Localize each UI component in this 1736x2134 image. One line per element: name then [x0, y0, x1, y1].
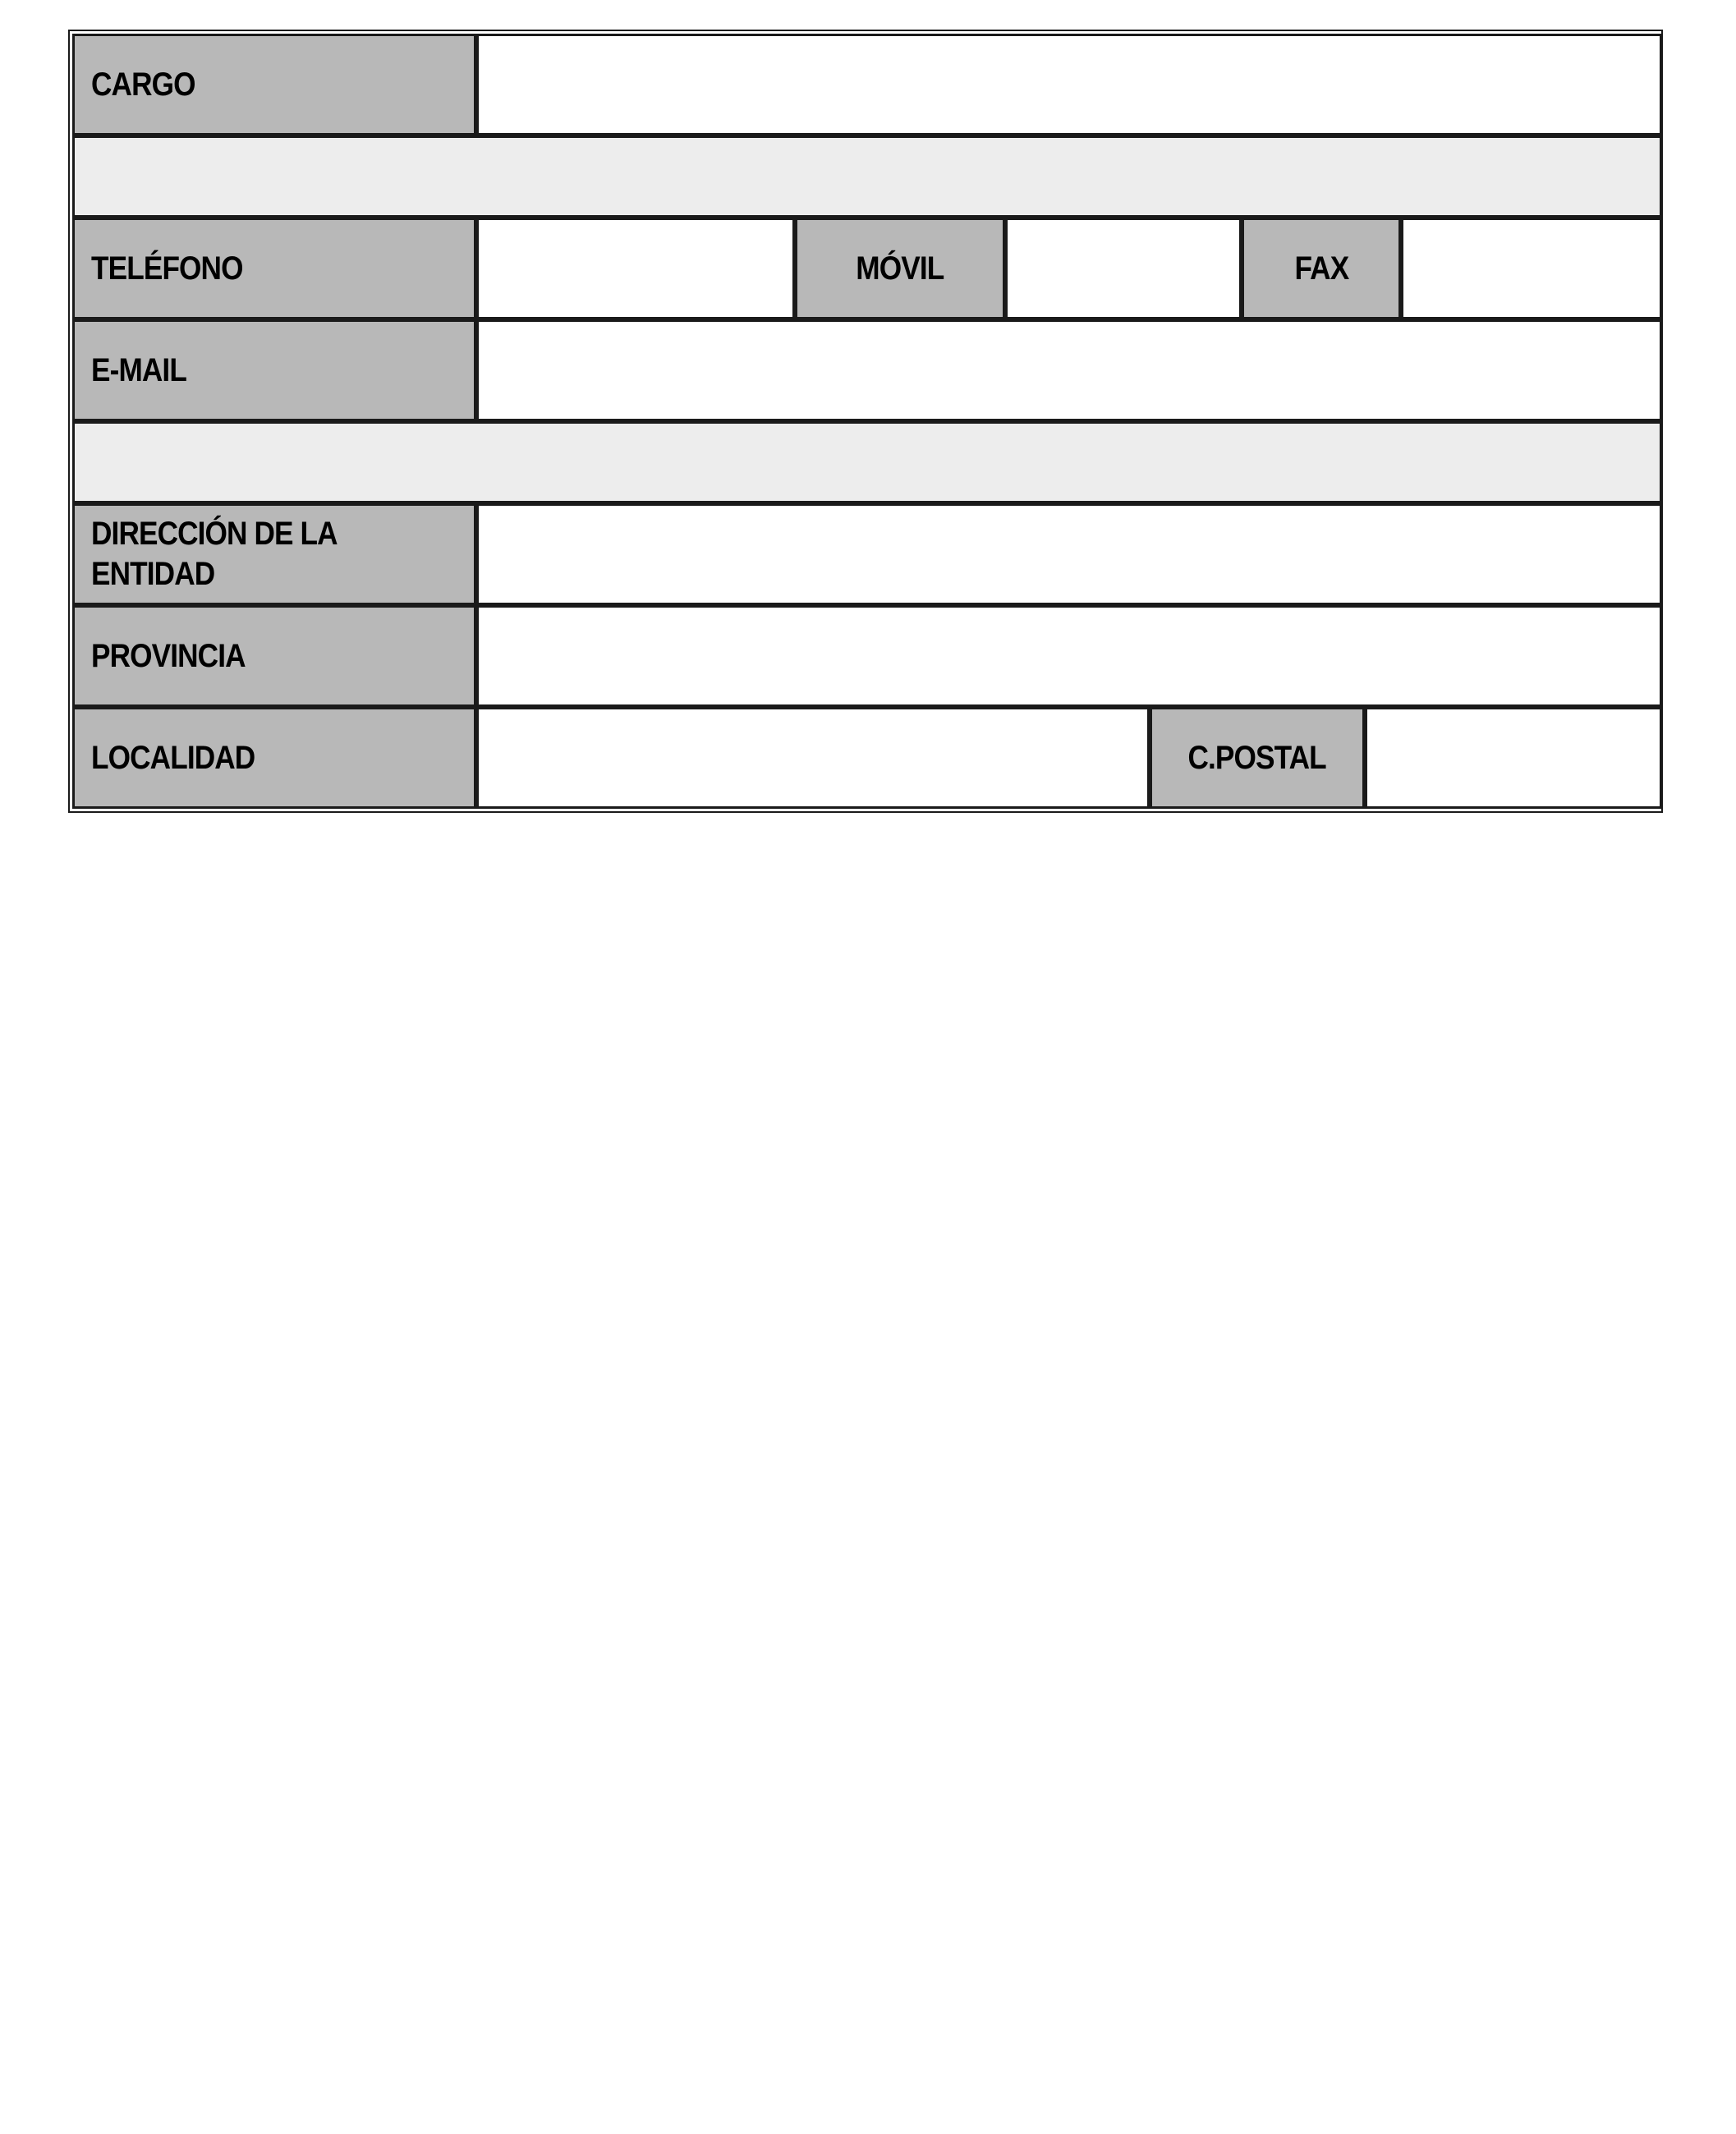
- provincia-label: [72, 605, 476, 707]
- contact-form-table: [68, 30, 1663, 813]
- direccion-label: [72, 503, 476, 605]
- email-label-text: E-MAIL: [91, 351, 186, 388]
- cpostal-label: [1150, 707, 1365, 809]
- cpostal-label-text: C.POSTAL: [1187, 739, 1327, 776]
- telefono-label-text: TELÉFONO: [91, 250, 243, 287]
- fax-field[interactable]: [1401, 218, 1662, 319]
- contact-form-grid: [72, 34, 1659, 809]
- movil-label-text: MÓVIL: [856, 250, 944, 287]
- fax-label-text: FAX: [1294, 250, 1348, 287]
- cpostal-field[interactable]: [1365, 707, 1662, 809]
- telefono-field[interactable]: [476, 218, 795, 319]
- localidad-field[interactable]: [476, 707, 1150, 809]
- cargo-label: [72, 34, 476, 135]
- direccion-label-text: [91, 514, 338, 594]
- direccion-label-line2: ENTIDAD: [91, 556, 215, 592]
- email-field[interactable]: [476, 319, 1662, 421]
- cargo-label-text: CARGO: [91, 66, 195, 103]
- cargo-field[interactable]: [476, 34, 1662, 135]
- localidad-label-text: LOCALIDAD: [91, 739, 255, 776]
- localidad-label: [72, 707, 476, 809]
- email-label: [72, 319, 476, 421]
- spacer-row-2: [72, 421, 1662, 503]
- direccion-field[interactable]: [476, 503, 1662, 605]
- direccion-label-line1: DIRECCIÓN DE LA: [91, 516, 338, 553]
- provincia-label-text: PROVINCIA: [91, 637, 246, 674]
- movil-label: [795, 218, 1005, 319]
- movil-field[interactable]: [1005, 218, 1242, 319]
- fax-label: [1242, 218, 1401, 319]
- spacer-row-1: [72, 135, 1662, 218]
- telefono-label: [72, 218, 476, 319]
- provincia-field[interactable]: [476, 605, 1662, 707]
